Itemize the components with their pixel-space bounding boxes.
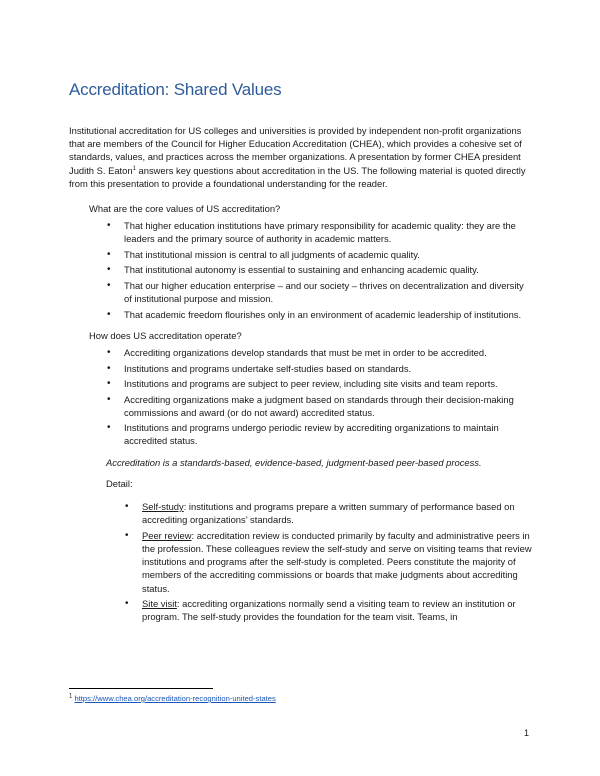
intro-paragraph: [69, 124, 533, 190]
operation-list: [69, 346, 533, 448]
detail-text: : institutions and programs prepare a written summary of performance based on accrediting organizations’ standards.: [142, 501, 515, 526]
detail-item-peer-review: [142, 529, 533, 595]
intro-text: Institutional accreditation for US colleges and universities is provided by independent non-profit organizations that are members of the Council for Higher Education Accreditation (CHEA), which provides a cohesive set of standards, values, and practices across the member organizations. A presentation by former CHEA president Judith S. Eaton: [69, 125, 522, 176]
detail-text: : accreditation review is conducted primarily by faculty and administrative peers in the profession. These colleagues review the self-study and serve on visiting teams that review institutions and programs after the self-study is completed. Peers constitute the majority of members of the accrediting commissions or boards that make judgments about accrediting status.: [142, 529, 532, 594]
list-item: • Accrediting organizations develop standards that must be met in order to be accredited.: [124, 346, 533, 359]
detail-label: Detail:: [106, 477, 133, 489]
list-item: • Institutions and programs undertake self-studies based on standards.: [124, 362, 533, 375]
list-item: • That institutional autonomy is essential to sustaining and enhancing academic quality.: [124, 263, 533, 276]
list-item: • That higher education institutions have primary responsibility for academic quality: they are the leaders and the primary source of authority in academic matters.: [124, 219, 533, 245]
page-title: Accreditation: Shared Values: [69, 80, 282, 99]
intro-text-continued: answers key questions about accreditation in the US. The following material is quoted directly from this presentation to provide a foundational understanding for the reader.: [69, 164, 526, 189]
core-values-question: What are the core values of US accreditation?: [89, 203, 281, 215]
list-item: • Institutions and programs are subject to peer review, including site visits and team reports.: [124, 377, 533, 390]
list-item: • That academic freedom flourishes only in an environment of academic leadership of institutions.: [124, 308, 533, 321]
term-peer-review: Peer review: [142, 529, 192, 541]
footnote-link[interactable]: https://www.chea.org/accreditation-recognition-united-states: [74, 694, 276, 703]
detail-list: [69, 500, 533, 623]
footnote-reference[interactable]: 1: [132, 165, 136, 172]
footnote: [69, 694, 276, 704]
list-item: • Institutions and programs undergo periodic review by accrediting organizations to maintain accredited status.: [124, 421, 533, 447]
process-summary: Accreditation is a standards-based, evidence-based, judgment-based peer-based process.: [106, 456, 482, 468]
body-text: [69, 124, 533, 626]
detail-item-self-study: [142, 500, 533, 526]
list-item: • Accrediting organizations make a judgment based on standards through their decision-making commissions and award (or do not award) accredited status.: [124, 393, 533, 419]
detail-text: : accrediting organizations normally send a visiting team to review an institution or program. The self-study provides the foundation for the team visit. Teams, in: [142, 598, 516, 623]
list-item: • That our higher education enterprise – and our society – thrives on decentralization and diversity of institutional purpose and mission.: [124, 279, 533, 305]
detail-item-site-visit: [142, 597, 533, 623]
core-values-list: [69, 219, 533, 321]
list-item: • That institutional mission is central to all judgments of academic quality.: [124, 248, 533, 261]
page-number: 1: [524, 728, 530, 738]
operation-question: How does US accreditation operate?: [89, 329, 242, 341]
term-self-study: Self-study: [142, 501, 184, 513]
footnote-divider: [69, 688, 213, 689]
term-site-visit: Site visit: [142, 598, 177, 610]
footnote-marker: 1: [69, 693, 73, 700]
